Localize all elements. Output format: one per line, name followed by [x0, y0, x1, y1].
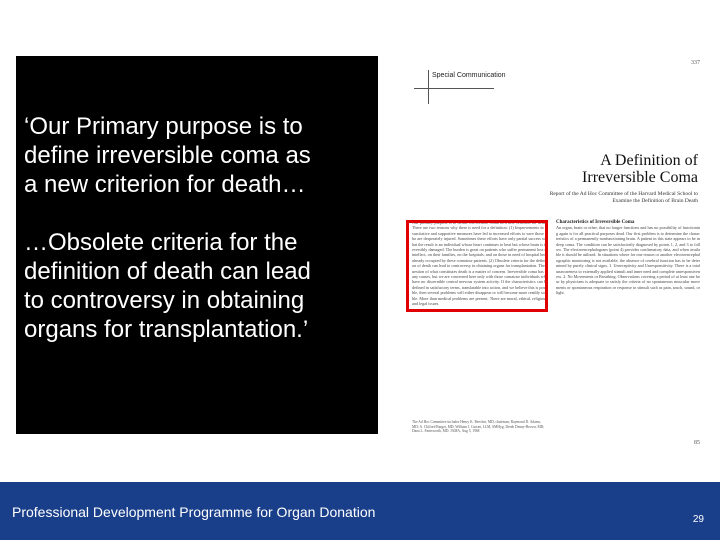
quote-line: define irreversible coma as: [24, 142, 311, 169]
article-footnote: The Ad Hoc Committee includes Henry K. Beecher, MD, chairman; Raymond D. Adams, MD; A. Clifford Barger, MD; William J. Curran, LLM, SMHyg; Derek Denny-Brown, MD; Dana L. Farnsworth, MD. JAMA, Aug 5, 1968: [412, 420, 545, 434]
title-line: A Definition of: [600, 152, 698, 169]
slide-number: 29: [692, 514, 704, 525]
quote-line: …Obsolete criteria for the: [24, 229, 298, 256]
quote-line: definition of death can lead: [24, 258, 311, 285]
title-line: Irreversible Coma: [582, 169, 698, 186]
quote-text: [24, 112, 374, 344]
article-column-right: [556, 220, 700, 296]
section-label: Special Communication: [432, 72, 506, 79]
quote-line: to controversy in obtaining: [24, 287, 305, 314]
column-heading: Characteristics of Irreversible Coma: [556, 220, 635, 225]
quote-line: organs for transplantation.’: [24, 316, 309, 343]
column-body: An organ, brain or other, that no longer functions and has no possibility of functioning again is for all practical purposes dead. Our first problem is to determine the characteristics of a permanently nonfunctioning brain. A patient in this state appears to be in deep coma. The condition can be satisfactorily diagnosed by points 1, 2, and 3 to follow. The electroencephalogram (point 4) provides confirmatory data, and when available it should be utilized. In situations where for one reason or another electroencephalographic monitoring is not available, the absence of cerebral function has to be determined by purely clinical signs. 1. Unreceptivity and Unresponsitivity. There is a total unawareness to externally applied stimuli and inner need and complete unresponsiveness. 2. No Movements or Breathing. Observations covering a period of at least one hour by physicians is adequate to satisfy the criteria of no spontaneous muscular movements or spontaneous respiration or response to stimuli such as pain, touch, sound, or light.: [556, 225, 700, 296]
crosshair-mark: [414, 88, 494, 89]
article-subtitle: Report of the Ad Hoc Committee of the Harvard Medical School to Examine the Definition of Brain Death: [549, 191, 698, 204]
article-column-left: Our primary purpose is to define irreversible coma as a new criterion for death. There are two reasons why there is need for a definition: (1) Improvements in resuscitative and supportive measures have led to increased efforts to save those who are desperately injured. Sometimes these efforts have only partial success so that the result is an individual whose heart continues to beat but whose brain is irreversibly damaged. The burden is great on patients who suffer permanent loss of intellect, on their families, on the hospitals, and on those in need of hospital beds already occupied by these comatose patients. (2) Obsolete criteria for the definition of death can lead to controversy in obtaining organs for transplantation. The question of what constitutes death is a matter of concern. Irreversible coma has many causes, but we are concerned here only with those comatose individuals who have no discernible central nervous system activity. If the characteristics can be defined in satisfactory terms, translatable into action, and we believe this is possible, then several problems will either disappear or will become more readily soluble. More than medical problems are present. There are moral, ethical, religious, and legal issues.: [412, 220, 548, 307]
footer-bar: [0, 482, 720, 540]
page-number-bottom: 85: [694, 440, 700, 446]
quote-line: a new criterion for death…: [24, 171, 306, 198]
article-title: [582, 152, 698, 186]
footer-title: Professional Development Programme for Organ Donation: [12, 504, 376, 520]
crosshair-mark: [428, 70, 429, 104]
page-number-top: 337: [691, 60, 700, 66]
highlight-box: [406, 220, 548, 312]
quote-line: ‘Our Primary purpose is to: [24, 113, 303, 140]
